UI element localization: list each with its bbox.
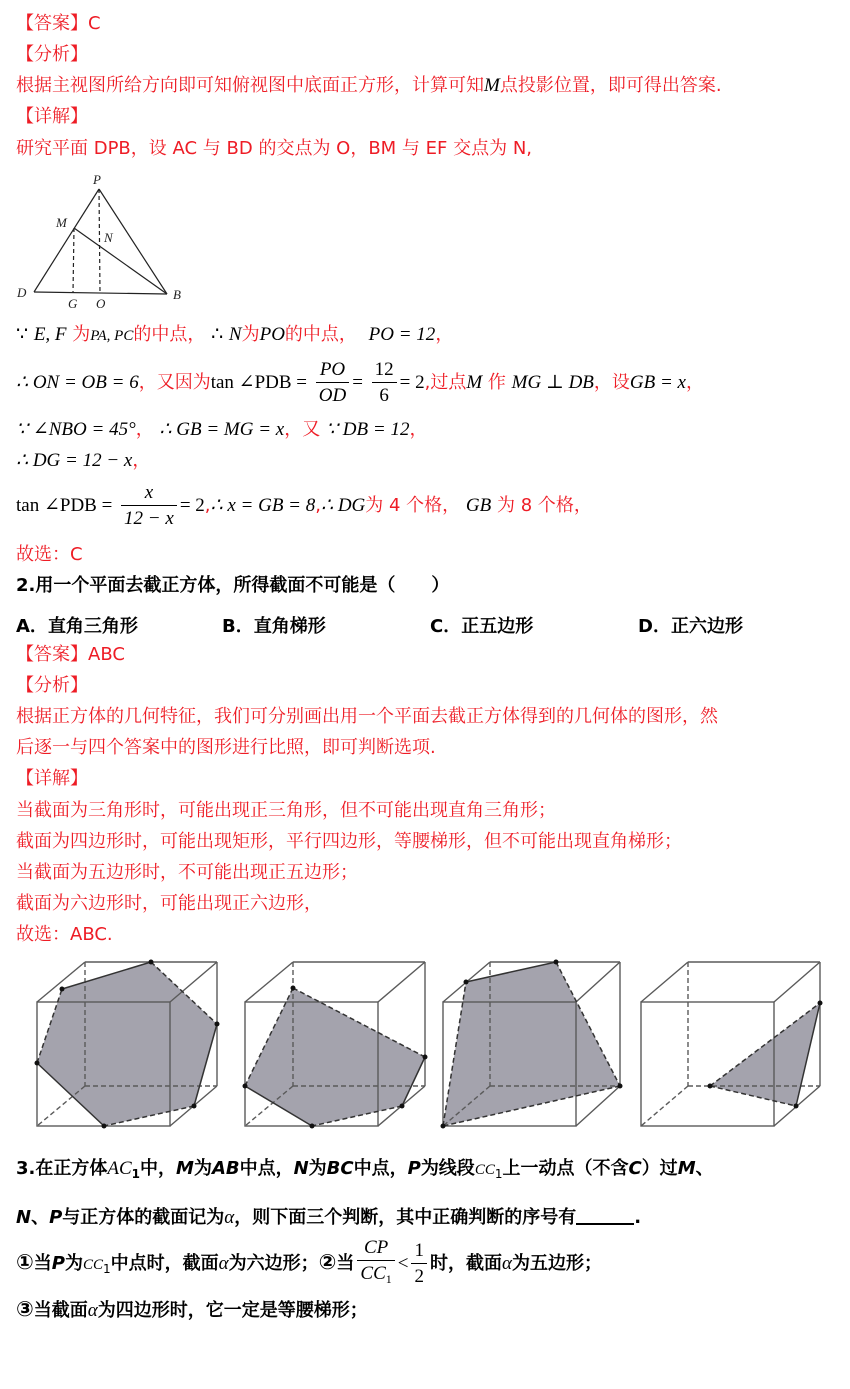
cube-quadrilateral-section [435, 955, 630, 1135]
q1-step5: tan ∠PDB = $\frac{x}{12 - x}$ = 2,∴ x = GB = 8,∴ DG为 4 个格， GB 为 8 个格， [16, 481, 592, 529]
label-o: O [96, 296, 106, 311]
q2-analysis-label: 【分析】 [16, 675, 88, 696]
label-m: M [56, 215, 67, 230]
q1-detail-intro: 研究平面 DPB，设 AC 与 BD 的交点为 O，BM 与 EF 交点为 N, [16, 138, 533, 159]
label-n: N [104, 230, 113, 245]
q2-detail-line-2: 截面为四边形时，可能出现矩形，平行四边形，等腰梯形，但不可能出现直角梯形； [16, 831, 682, 852]
q3-judgement-3: ③当截面α为四边形时，它一定是等腰梯形； [16, 1297, 368, 1321]
label-p: P [93, 172, 101, 187]
q1-step3: ∵ ∠NBO = 45°， ∴ GB = MG = x，又 ∵ DB = 12， [16, 419, 428, 440]
q3-stem-line1: 3.在正方体$AC_1$中，M为AB中点，N为BC中点，P为线段$CC_1$上一动点（不含C）过M、 [16, 1158, 714, 1181]
label-g: G [68, 296, 78, 311]
q3-judgements-1-2: ①当P为$CC_1$中点时，截面α为六边形；②当 $\frac{CP}{CC_1}$ < $\frac{1}{2}$ 时，截面α为五边形； [16, 1237, 602, 1287]
q2-option-d[interactable]: D．正六边形 [638, 616, 743, 637]
q2-analysis-line2: 后逐一与四个答案中的图形进行比照，即可判断选项. [16, 737, 436, 758]
q1-analysis-text: 根据主视图所给方向即可知俯视图中底面正方形，计算可知M点投影位置，即可得出答案. [16, 75, 722, 96]
answer-value: C [88, 13, 101, 34]
q3-stem-line2: N、P与正方体的截面记为α，则下面三个判断，其中正确判断的序号有 . [16, 1207, 642, 1228]
q2-option-c[interactable]: C．正五边形 [430, 616, 534, 637]
cube-triangle-section [630, 955, 830, 1135]
label-b: B [173, 287, 181, 302]
q2-stem: 2.用一个平面去截正方体，所得截面不可能是（ ） [16, 575, 450, 596]
answer-label: 【答案】 [16, 13, 88, 34]
triangle-dpb-diagram [10, 168, 195, 313]
q1-answer-line [16, 12, 101, 36]
q2-option-a[interactable]: A．直角三角形 [16, 616, 138, 637]
q2-detail-line-3: 当截面为五边形时，不可能出现正五边形； [16, 862, 358, 883]
q1-step2: ∴ ON = OB = 6，又因为tan ∠PDB = $\frac{PO}{OD}$ = $\frac{12}{6}$ = 2,过点M 作 MG ⊥ DB，设GB = x， [16, 358, 704, 406]
q2-detail-line-4: 截面为六边形时，可能出现正六边形， [16, 893, 322, 914]
q1-step4: ∴ DG = 12 − x， [16, 450, 151, 471]
q2-answer-line: 【答案】ABC [16, 644, 125, 665]
q1-step1: ∵ E, F 为PA, PC的中点， ∴ N为PO的中点， PO = 12， [16, 324, 454, 345]
q1-conclusion: 故选：C [16, 544, 83, 565]
label-d: D [17, 285, 27, 300]
q1-analysis-label: 【分析】 [16, 44, 88, 65]
q1-detail-label: 【详解】 [16, 106, 88, 127]
answer-blank[interactable] [576, 1205, 634, 1225]
q2-detail-label: 【详解】 [16, 768, 88, 789]
q2-option-b[interactable]: B．直角梯形 [222, 616, 326, 637]
q2-conclusion: 故选：ABC. [16, 924, 113, 945]
cube-pentagon-section [240, 955, 435, 1135]
var-m: M [484, 75, 500, 96]
q2-detail-line-1: 当截面为三角形时，可能出现正三角形，但不可能出现直角三角形； [16, 800, 556, 821]
cube-hexagon-section [25, 955, 235, 1135]
q2-analysis-line1: 根据正方体的几何特征，我们可分别画出用一个平面去截正方体得到的几何体的图形，然 [16, 706, 718, 727]
